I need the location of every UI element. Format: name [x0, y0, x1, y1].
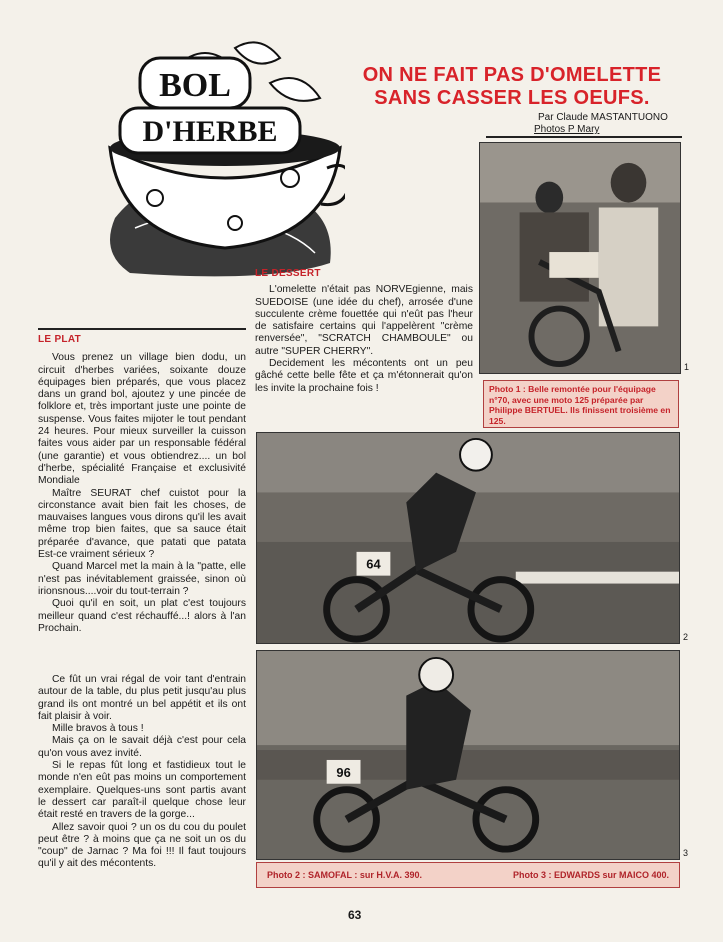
photo-2-samofal: [256, 432, 680, 644]
photo-3-caption: Photo 3 : EDWARDS sur MAICO 400.: [512, 870, 669, 880]
photo-3-image: [257, 651, 679, 859]
logo-text-dherbe: D'HERBE: [142, 115, 278, 148]
dessert-heading: LE DESSERT: [255, 268, 321, 279]
photos-2-3-caption: [256, 862, 680, 888]
photo-3-race-plate: 96: [336, 764, 351, 780]
plat-column: [38, 334, 246, 635]
page-number: 63: [348, 908, 362, 922]
plat-paragraph: Quand Marcel met la main à la "patte, elle n'est pas inévitablement graissée, sinon où irionsnous....voir du tout-terrain ?: [38, 561, 246, 597]
headline-line-1: ON NE FAIT PAS D'OMELETTE: [362, 64, 662, 86]
headline-line-2: SANS CASSER LES OEUFS.: [374, 87, 650, 109]
photo-1-rider-and-mechanic: [479, 142, 681, 374]
plat-heading: LE PLAT: [38, 334, 82, 345]
header-rule: [486, 136, 682, 138]
photo-3-number: 3: [683, 848, 689, 858]
plat-paragraph: Vous prenez un village bien dodu, un circuit d'herbes variées, soixante douze équipages bien préparés, que vous placez dans un grand bol, ajoutez y une pincée de folklore et, très important juste une pointe de suspense. Vous faites mijoter le tout pendant 24 heures. Pour mieux surveiller la cuisson faites vous aider par un responsable fédéral (une garantie) et vous obtiendrez.... un bol d'herbe, spécialité Française et exclusivité Mondiale: [38, 352, 246, 487]
photo-2-number: 2: [683, 632, 689, 642]
fete-paragraph: Allez savoir quoi ? un os du cou du poulet peut être ? à moins que ça ne soit un os du "coup" de Jarnac ? Ma foi !!! Il faut toujours qu'il y ait des mécontents.: [38, 821, 246, 870]
bol-dherbe-logo: [95, 28, 345, 288]
photo-3-edwards: [256, 650, 680, 860]
fete-column: [38, 674, 246, 871]
bowl-illustration: [95, 28, 345, 288]
fete-paragraph: Si le repas fût long et fastidieux tout le monde n'en eût pas moins un comportement exemplaire. Quelques-uns sont partis avant le dessert car paraît-il quelque chose leur était resté en travers de la gorge...: [38, 760, 246, 821]
photo-credit: Photos P Mary: [534, 124, 600, 135]
photo-2-caption: Photo 2 : SAMOFAL : sur H.V.A. 390.: [267, 870, 423, 880]
fete-paragraph: Mais ça on le savait déjà c'est pour cela qu'on vous avez invité.: [38, 735, 246, 759]
photo-2-race-plate: 64: [366, 556, 381, 572]
photo-1-caption: Photo 1 : Belle remontée pour l'équipage n°70, avec une moto 125 préparée par Philippe BERTUEL. Ils finissent troisième en 125.: [483, 380, 679, 428]
photo-2-image: [257, 433, 679, 643]
dessert-paragraph: L'omelette n'était pas NORVEgienne, mais SUEDOISE (une idée du chef), arrosée d'une succulente crème fouettée qui n'eût pas l'heur de satisfaire certains qui l'appelèrent "crème renversée", "SCRATCH CHAMBOULE" ou autre "SUPER CHERRY".: [255, 284, 473, 357]
dessert-paragraph: Decidement les mécontents ont un peu gâché cette belle fête et ça m'étonnerait qu'on les invite la prochaine fois !: [255, 358, 473, 394]
photo-1-number: 1: [684, 362, 690, 372]
fete-paragraph: Ce fût un vrai régal de voir tant d'entrain autour de la table, du plus petit jusqu'au plus grand ils ont montré un bel appétit et ils ont fait plaisir à voir.: [38, 674, 246, 722]
plat-paragraph: Quoi qu'il en soit, un plat c'est toujours meilleur quand c'est réchauffé...! alors à l'an Prochain.: [38, 598, 246, 634]
dessert-column: [255, 268, 473, 395]
plat-paragraph: Maître SEURAT chef cuistot pour la circonstance avait bien fait les choses, de mauvaises langues vous dirons qu'il les avait même trop bien faites, que sa sauce était préparée d'avance, que patati que patata Est-ce vraiment sérieux ?: [38, 487, 246, 561]
logo-text-bol: BOL: [159, 67, 231, 104]
article-headline: [332, 64, 692, 110]
plat-rule: [38, 328, 246, 330]
photo-1-image: [480, 143, 680, 373]
byline: Par Claude MASTANTUONO: [538, 112, 668, 123]
fete-paragraph: Mille bravos à tous !: [52, 723, 144, 735]
